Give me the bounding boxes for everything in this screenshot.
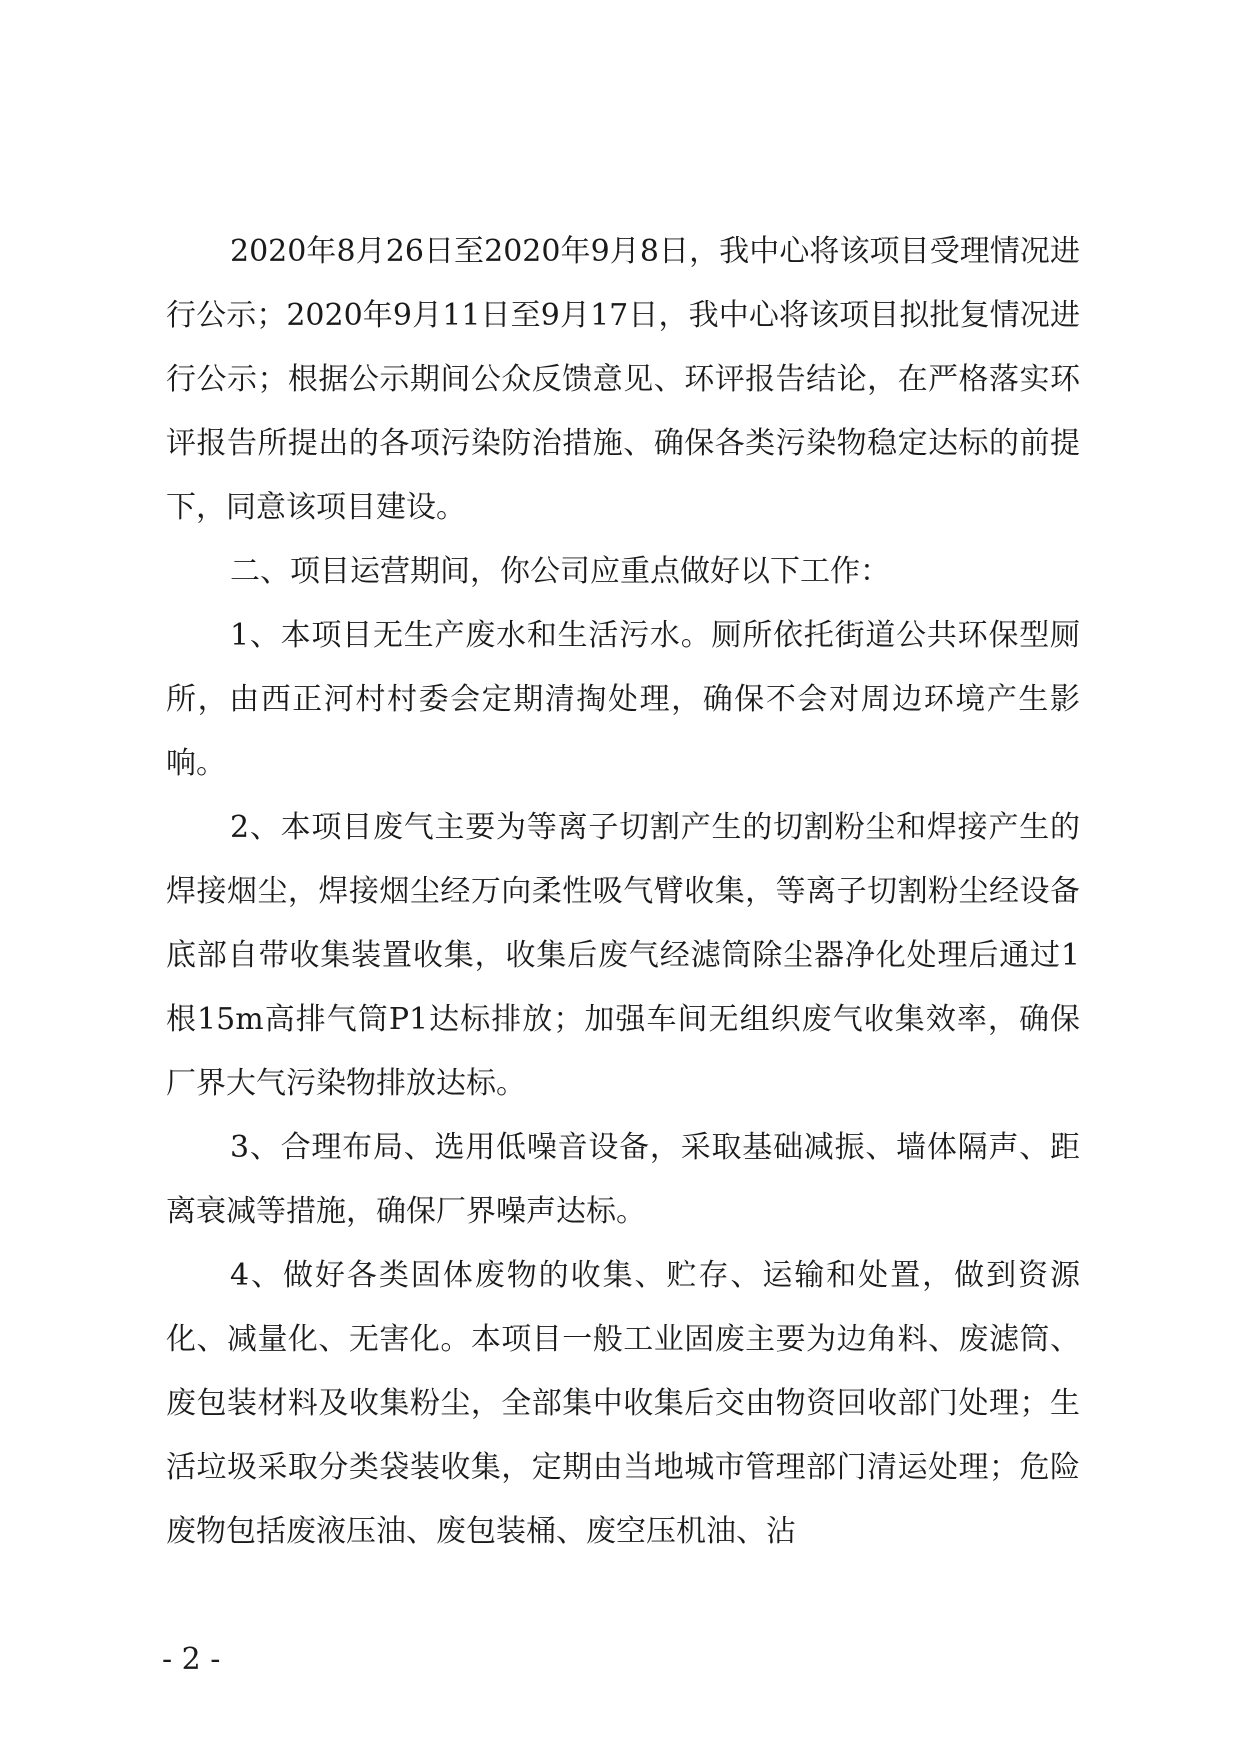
paragraph-item-4-solid-waste: 4、做好各类固体废物的收集、贮存、运输和处置，做到资源化、减量化、无害化。本项目一般工业固废主要为边角料、废滤筒、废包装材料及收集粉尘，全部集中收集后交由物资回收部门处理；生活垃圾采取分类袋装收集，定期由当地城市管理部门清运处理；危险废物包括废液压油、废包装桶、废空压机油、沾	[166, 1258, 1080, 1549]
paragraph-section-two-heading: 二、项目运营期间，你公司应重点做好以下工作：	[230, 554, 890, 589]
document-body	[166, 220, 1080, 1564]
paragraph-item-1-wastewater: 1、本项目无生产废水和生活污水。厕所依托街道公共环保型厕所，由西正河村村委会定期清掏处理，确保不会对周边环境产生影响。	[166, 618, 1080, 781]
page-number: - 2 -	[162, 1642, 221, 1677]
paragraph-item-2-exhaust: 2、本项目废气主要为等离子切割产生的切割粉尘和焊接产生的焊接烟尘，焊接烟尘经万向柔性吸气臂收集，等离子切割粉尘经设备底部自带收集装置收集，收集后废气经滤筒除尘器净化处理后通过1根15m高排气筒P1达标排放；加强车间无组织废气收集效率，确保厂界大气污染物排放达标。	[166, 810, 1080, 1101]
paragraph-item-3-noise: 3、合理布局、选用低噪音设备，采取基础减振、墙体隔声、距离衰减等措施，确保厂界噪声达标。	[166, 1130, 1080, 1229]
paragraph-publicity: 2020年8月26日至2020年9月8日，我中心将该项目受理情况进行公示；2020年9月11日至9月17日，我中心将该项目拟批复情况进行公示；根据公示期间公众反馈意见、环评报告结论，在严格落实环评报告所提出的各项污染防治措施、确保各类污染物稳定达标的前提下，同意该项目建设。	[166, 234, 1080, 525]
